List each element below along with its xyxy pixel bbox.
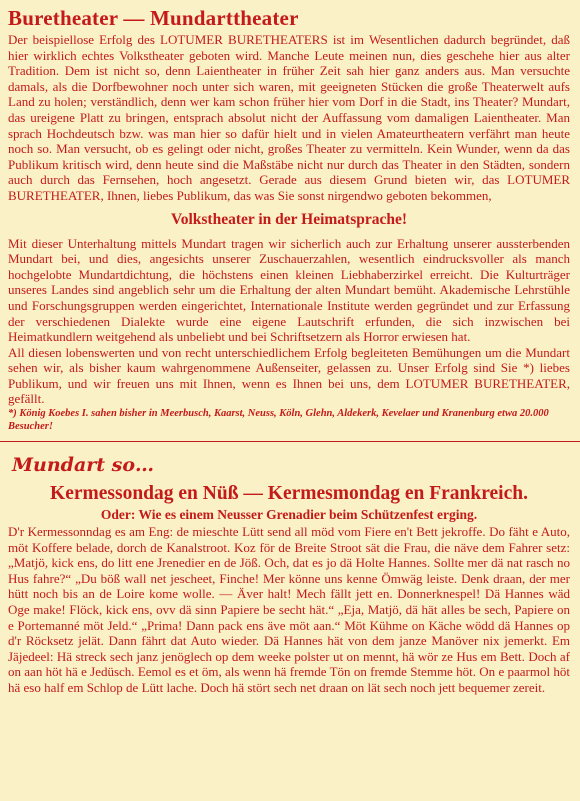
story-title: Kermessondag en Nüß — Kermesmondag en Frankreich. (50, 483, 528, 505)
body-paragraph: Mit dieser Unterhaltung mittels Mundart tragen wir sicherlich auch zur Erhaltung unserer aussterbenden Mundart bei, und dies, angesichts unserer Zuschauerzahlen, wesentlich eindrucksvoller als manch hochgelobte Mundartdichtung, die höchstens einen kleinen Liebhaberzirkel erreicht. Die Kulturträger unseres Landes sind angeblich sehr um die Erhaltung der alten Mundart bemüht. Akademische Lehrstühle und Forschungsgruppen werden eingerichtet, Internationale Institute werden gegründet und zur Erfassung der verschiedenen Dialekte wurde eine eigene Lautschrift erfunden, die sich inzwischen bei Heimatkundlern weitgehend als unbeliebt und bei Schriftsetzern als Horror erwiesen hat. (8, 235, 570, 345)
story-subtitle: Oder: Wie es einem Neusser Grenadier beim Schützenfest erging. (100, 507, 478, 523)
section-divider (0, 441, 580, 442)
section-title: Buretheater — Mundarttheater (8, 6, 299, 30)
center-subheading: Volkstheater in der Heimatsprache! (170, 210, 408, 228)
intro-paragraph: Der beispiellose Erfolg des LOTUMER BURETHEATERS ist im Wesentlichen dadurch begründet, daß hier wirklich echtes Volkstheater geboten wird. Manche Leute meinen nun, dies geschehe hier aus alter Tradition. Dem ist nicht so, denn Laientheater in früher Zeit sah hier ganz anders aus. Man versuchte damals, als die Dorfbewohner noch unter sich waren, mit geeigneten Stücken die große Theaterwelt aufs Land zu holen; verständlich, denn wer kam schon früher hier vom Dorf in die Stadt, ins Theater? Mundart, das ureigene Platt zu bringen, entsprach absolut nicht der Auffassung vom damaligen Laientheater. Man sprach Hochdeutsch bzw. was man hier so dafür hielt und in vielen Amateurtheatern verfährt man heute noch so. Man versucht, ob es gelingt oder nicht, großes Theater zu vermitteln. Kein Wunder, wenn da das Publikum kritisch wird, denn heute sind die Maßstäbe nicht nur durch das Theater in den Städten, sondern auch durch das Fernsehen, hoch angesetzt. Gerade aus diesem Grund bieten wir, das LOTUMER BURETHEATER, Ihnen, liebes Publikum, das was Sie sonst nirgendwo geboten bekommen, (8, 32, 570, 203)
dialect-heading: Mundart so… (12, 454, 155, 477)
closing-paragraph: All diesen lobenswerten und von recht unterschiedlichem Erfolg begleiteten Bemühungen um die Mundart sehen wir, als bisher kaum wahrgenommene Außenseiter, gelassen zu. Unser Erfolg sind Sie *) liebes Publikum, und wir freuen uns mit Ihnen, wenn es Ihnen bei uns, dem LOTUMER BURETHEATER, gefällt. (8, 344, 570, 407)
footnote: *) König Koebes I. sahen bisher in Meerbusch, Kaarst, Neuss, Köln, Glehn, Aldekerk, Kevelaer und Kranenburg etwa 20.000 Besucher! (8, 408, 549, 432)
story-body: D'r Kermessonndag es am Eng: de mieschte Lütt send all möd vom Fiere en't Bett jekroffe. Do fäht e Auto, möt Koffere belade, dorch de Kanalstroot. Koz för de Breite Stroot sät die Frau, die näve dem Fahrer setz: „Matjö, kick ens, do litt ene Jrenedier en de Jöß. Och, dat es jo dä Holte Hannes. Sollte mer dä nat rasch no Hus fahre?“ „Du böß wall net jescheet, Finche! Mer könne uns kenne Ömwäg leiste. Denk draan, der mer hütt noch bis an de Loire kome wolle. — Äver halt! Mech fällt jett en. Donnerknespel! Dä Hannes wäd Oge make! Flöck, kick ens, ovv dä sinn Papiere be secht hät.“ „Eja, Matjö, dä hät alles be sech, Papiere on e Portemanné möt Jeld.“ „Prima! Dann pack ens äve möt aan.“ Möt Kühme on Käche wödd dä Hannes op d'r Röcksetz jelät. Dann fährt dat Auto wieder. Dä Hannes hät von dem janze Manöver nix jemerkt. Em Jäjedeel: Hä streck sech janz jenöglech op dem weeke polster ut on mennt, hä wör ze Hus em Bett. Doch af on aan höt hä e Jedüsch. Eemol es et öm, als wenn hä fremde Tön on fremde Stemme höt. On e paarmol höt hä eso half em Schlop de Lütt lache. Doch hä stört sech net draan on lät sech noch jett bequemer zereit. (8, 524, 570, 695)
